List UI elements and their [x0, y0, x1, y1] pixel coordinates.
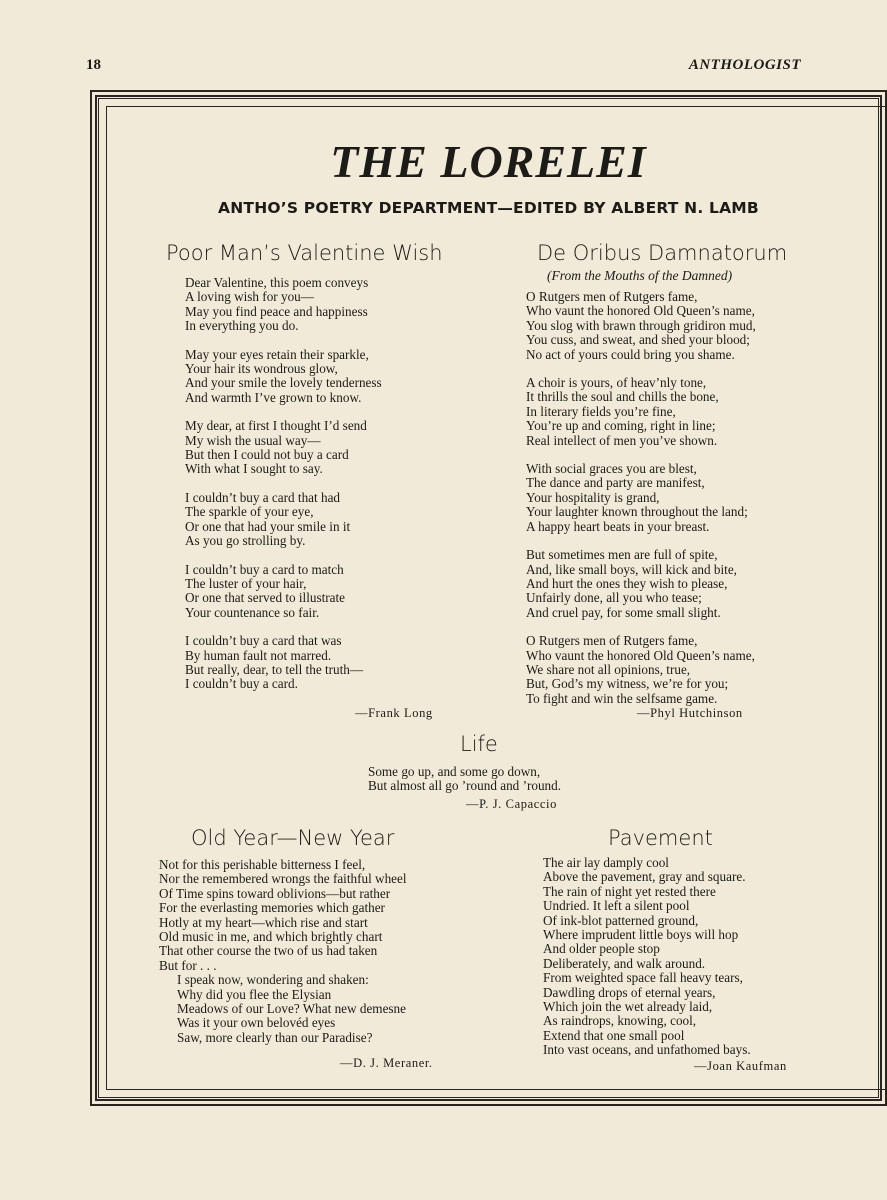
poem-line: Old music in me, and which brightly chart [159, 929, 383, 945]
poem-line: But for . . . [159, 957, 217, 973]
poem-author-valentine: —Frank Long [355, 706, 433, 720]
poem-line: Saw, more clearly than our Paradise? [177, 1029, 373, 1045]
poem-line: Above the pavement, gray and square. [543, 869, 746, 885]
poem-line: Dawdling drops of eternal years, [543, 984, 716, 1000]
poem-line: My dear, at first I thought I’d send [185, 418, 367, 434]
poem-line: I couldn’t buy a card. [185, 676, 298, 692]
poem-line: Which join the wet already laid, [543, 999, 713, 1015]
poem-line: And cruel pay, for some small slight. [526, 604, 721, 620]
poem-stanza [526, 462, 756, 534]
poem-author-oldyear: —D. J. Meraner. [340, 1056, 433, 1070]
poem-title-oldyear: Old Year—New Year [191, 826, 395, 850]
poem-line: Nor the remembered wrongs the faithful wheel [159, 871, 407, 887]
poem-stanza [526, 634, 756, 706]
poem-line: Your countenance so fair. [185, 604, 320, 620]
poem-line: A happy heart beats in your breast. [526, 518, 710, 534]
poem-line: In everything you do. [185, 318, 299, 334]
poem-line: The dance and party are manifest, [526, 475, 705, 491]
poem-line: Who vaunt the honored Old Queen’s name, [526, 303, 755, 319]
poem-title-pavement: Pavement [608, 826, 713, 850]
poem-stanza [185, 491, 382, 549]
poem-line: With what I sought to say. [185, 461, 323, 477]
poem-line: And older people stop [543, 941, 660, 957]
poem-stanza [526, 548, 756, 620]
poem-line: Not for this perishable bitterness I feel, [159, 857, 366, 872]
poem-line: Hotly at my heart—which rise and start [159, 914, 368, 930]
poem-line: Your laughter known throughout the land; [526, 504, 748, 520]
poem-stanza [526, 376, 756, 448]
poem-line: From weighted space fall heavy tears, [543, 970, 743, 986]
poem-title-life: Life [460, 732, 498, 756]
poem-title-valentine: Poor Man’s Valentine Wish [166, 241, 443, 265]
poem-line: O Rutgers men of Rutgers fame, [526, 289, 698, 304]
section-subtitle: ANTHO’S POETRY DEPARTMENT—EDITED BY ALBERT N. LAMB [218, 199, 759, 217]
poem-line: Undried. It left a silent pool [543, 898, 690, 914]
poem-subtitle-oribus: (From the Mouths of the Damned) [547, 268, 733, 283]
poem-line: Was it your own belovéd eyes [177, 1015, 336, 1031]
poem-line: It thrills the soul and chills the bone, [526, 389, 719, 405]
poem-line: May your eyes retain their sparkle, [185, 346, 369, 362]
poem-line: A choir is yours, of heav’nly tone, [526, 375, 707, 391]
poem-body-oribus [526, 290, 756, 720]
section-title: THE LORELEI [330, 136, 647, 187]
poem-line: And your smile the lovely tenderness [185, 375, 382, 391]
poem-author-life: —P. J. Capaccio [466, 797, 557, 811]
poem-line: You cuss, and sweat, and shed your blood; [526, 332, 750, 348]
poem-line: To fight and win the selfsame game. [526, 690, 718, 706]
poem-author-oribus: —Phyl Hutchinson [637, 706, 743, 720]
poem-line: And hurt the ones they wish to please, [526, 575, 728, 591]
poem-line: That other course the two of us had taken [159, 943, 378, 959]
poem-line: I speak now, wondering and shaken: [177, 972, 369, 988]
poem-line: A loving wish for you— [185, 289, 314, 305]
poem-line: Meadows of our Love? What new demesne [177, 1001, 406, 1017]
poem-title-oribus: De Oribus Damnatorum [537, 241, 788, 265]
poem-stanza [526, 290, 756, 362]
poem-line: Extend that one small pool [543, 1027, 685, 1043]
poem-line: I couldn’t buy a card that had [185, 489, 341, 505]
poem-line: But sometimes men are full of spite, [526, 547, 718, 563]
poem-line: Why did you flee the Elysian [177, 986, 332, 1002]
poem-line: I couldn’t buy a card that was [185, 633, 342, 649]
poem-line: The luster of your hair, [185, 575, 307, 591]
poem-line: We share not all opinions, true, [526, 661, 691, 677]
poem-body-valentine [185, 276, 382, 706]
poem-body-pavement [543, 856, 751, 1058]
poem-line: Where imprudent little boys will hop [543, 927, 739, 943]
poem-line: And warmth I’ve grown to know. [185, 389, 362, 405]
poem-line: O Rutgers men of Rutgers fame, [526, 633, 698, 649]
poem-line: Of Time spins toward oblivions—but rather [159, 885, 391, 901]
poem-line: You’re up and coming, right in line; [526, 418, 716, 434]
poem-line: For the everlasting memories which gather [159, 900, 385, 916]
poem-line: Or one that had your smile in it [185, 518, 351, 534]
poem-stanza [185, 563, 382, 621]
poem-line: No act of yours could bring you shame. [526, 346, 735, 362]
poem-stanza [185, 419, 382, 477]
poem-line: As you go strolling by. [185, 533, 306, 549]
poem-line: Or one that served to illustrate [185, 590, 346, 606]
poem-line: Real intellect of men you’ve shown. [526, 432, 718, 448]
poem-line: With social graces you are blest, [526, 461, 697, 477]
poem-line: But really, dear, to tell the truth— [185, 661, 364, 677]
poem-line: Deliberately, and walk around. [543, 955, 706, 971]
poem-stanza [185, 276, 382, 334]
poem-line: Dear Valentine, this poem conveys [185, 275, 369, 290]
poem-line: May you find peace and happiness [185, 303, 368, 319]
poem-body-life [368, 765, 561, 794]
poem-line: I couldn’t buy a card to match [185, 561, 344, 577]
poem-line: Into vast oceans, and unfathomed bays. [543, 1042, 751, 1058]
page-number: 18 [86, 57, 101, 73]
poem-body-oldyear [159, 858, 407, 1045]
poem-line: By human fault not marred. [185, 647, 332, 663]
poem-stanza [185, 348, 382, 406]
poem-line: But almost all go ’round and ’round. [368, 778, 562, 794]
poem-line: Who vaunt the honored Old Queen’s name, [526, 647, 755, 663]
magazine-name: ANTHOLOGIST [688, 57, 801, 73]
poem-line: Of ink-blot patterned ground, [543, 912, 699, 928]
poem-line: You slog with brawn through gridiron mud, [526, 317, 756, 333]
poem-line: But then I could not buy a card [185, 447, 349, 463]
poem-line: The rain of night yet rested there [543, 883, 716, 899]
poem-line: In literary fields you’re fine, [526, 403, 676, 419]
poem-line: But, God’s my witness, we’re for you; [526, 676, 729, 692]
poem-line: The air lay damply cool [543, 855, 669, 870]
poem-stanza [185, 634, 382, 692]
poem-line: And, like small boys, will kick and bite, [526, 561, 737, 577]
poem-line: My wish the usual way— [185, 432, 321, 448]
poem-line: The sparkle of your eye, [185, 504, 314, 520]
poem-line: Some go up, and some go down, [368, 764, 541, 779]
poem-author-pavement: —Joan Kaufman [694, 1059, 787, 1073]
poem-line: Unfairly done, all you who tease; [526, 590, 702, 606]
poem-line: As raindrops, knowing, cool, [543, 1013, 697, 1029]
poem-line: Your hospitality is grand, [526, 489, 660, 505]
poem-line: Your hair its wondrous glow, [185, 361, 338, 377]
